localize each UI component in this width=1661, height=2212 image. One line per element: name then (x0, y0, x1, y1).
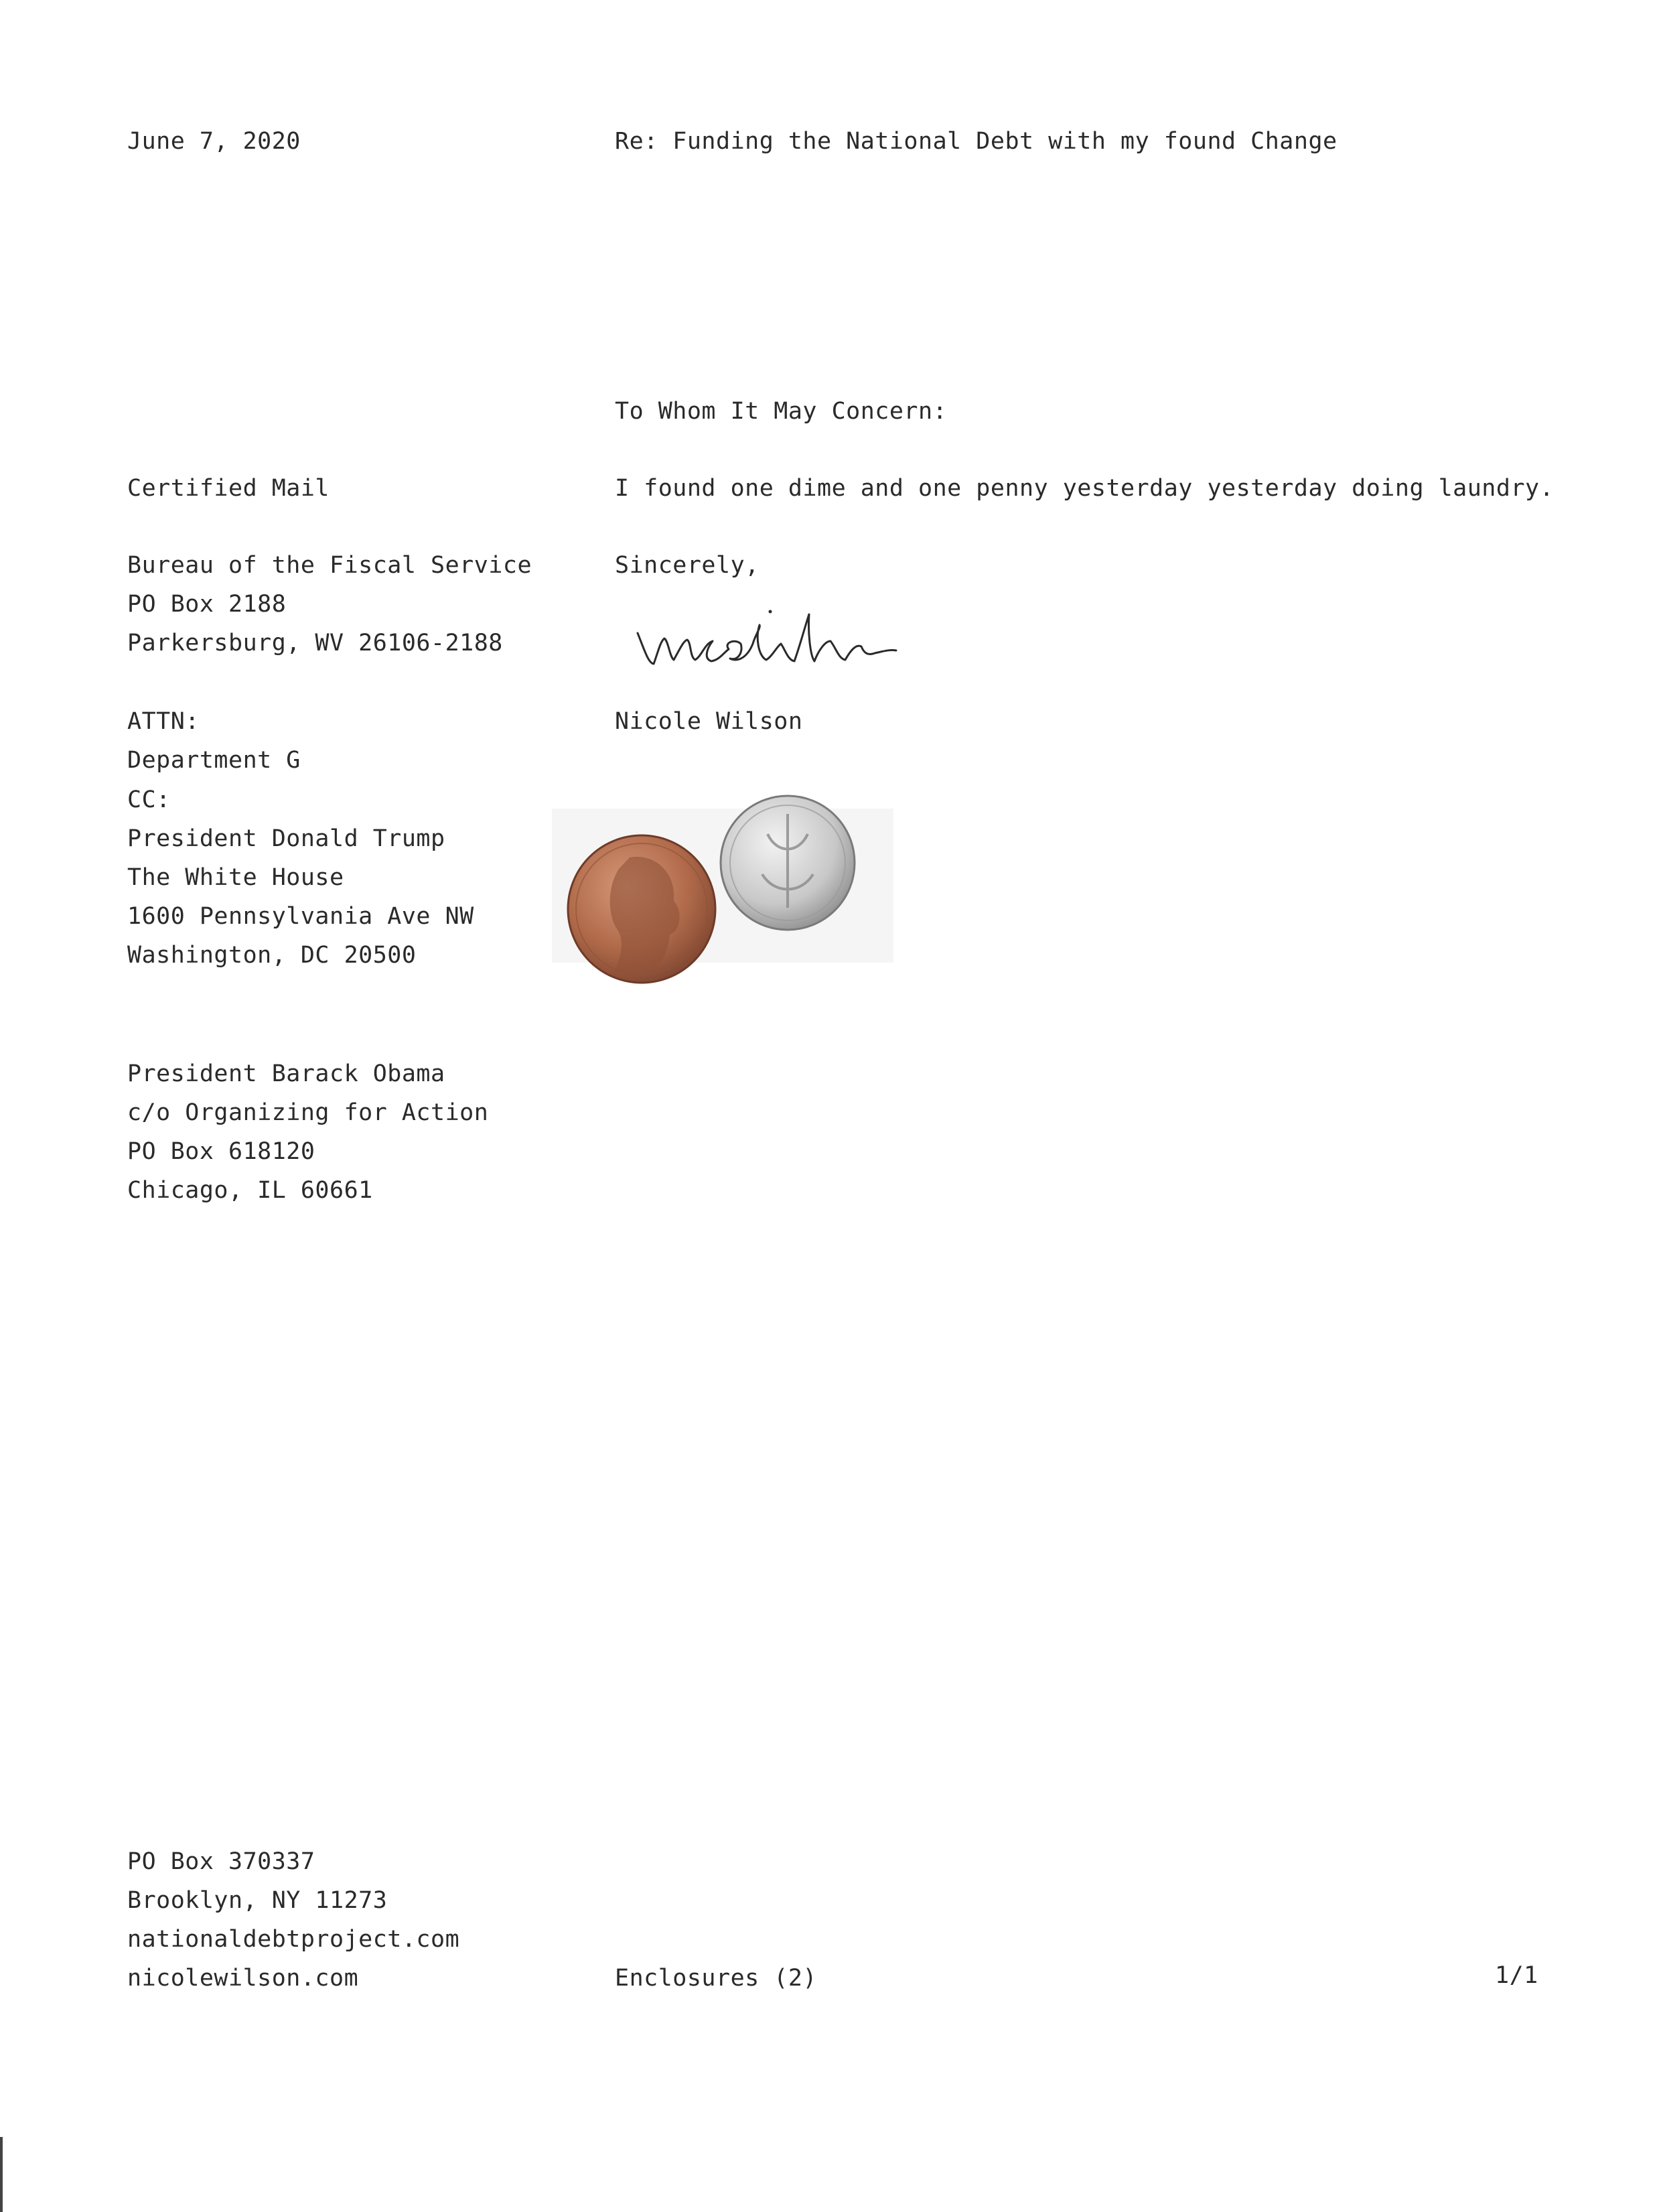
cc2-line: Chicago, IL 60661 (127, 1177, 373, 1204)
recipient-line: Bureau of the Fiscal Service (127, 552, 532, 579)
salutation: To Whom It May Concern: (615, 398, 948, 425)
cc-line: Washington, DC 20500 (127, 942, 417, 969)
letter-date: June 7, 2020 (127, 128, 301, 155)
signature (630, 600, 978, 687)
cc-line: President Donald Trump (127, 825, 445, 852)
sender-address (127, 1842, 459, 1998)
recipient-line: Parkersburg, WV 26106-2188 (127, 630, 503, 656)
cc2-block (127, 1054, 488, 1210)
attn-label: ATTN: (127, 708, 200, 735)
cc-line: The White House (127, 864, 344, 891)
sender-line: PO Box 370337 (127, 1848, 315, 1875)
cc-block (127, 780, 474, 975)
cc2-line: c/o Organizing for Action (127, 1099, 489, 1126)
delivery-method: Certified Mail (127, 475, 330, 502)
attn-department: Department G (127, 747, 301, 774)
cc2-line: PO Box 618120 (127, 1138, 315, 1165)
signer-name: Nicole Wilson (615, 708, 803, 735)
recipient-line: PO Box 2188 (127, 591, 287, 618)
cc-line: 1600 Pennsylvania Ave NW (127, 903, 474, 930)
scan-edge-mark (0, 2137, 3, 2212)
dime-icon (721, 796, 855, 930)
cc-label: CC: (127, 786, 171, 813)
sender-line: nicolewilson.com (127, 1965, 359, 1992)
subject-line: Re: Funding the National Debt with my found Change (615, 128, 1338, 155)
cc2-line: President Barack Obama (127, 1060, 445, 1087)
page-number: 1/1 (1495, 1962, 1538, 1989)
enclosed-coins (549, 794, 897, 1022)
letter-body: I found one dime and one penny yesterday yesterday doing laundry. (615, 475, 1555, 502)
enclosures-note: Enclosures (2) (615, 1965, 818, 1992)
sender-line: Brooklyn, NY 11273 (127, 1887, 388, 1914)
attn-block (127, 702, 301, 780)
recipient-address (127, 546, 532, 663)
sender-line: nationaldebtproject.com (127, 1926, 460, 1953)
penny-icon (568, 835, 715, 983)
closing: Sincerely, (615, 552, 760, 579)
